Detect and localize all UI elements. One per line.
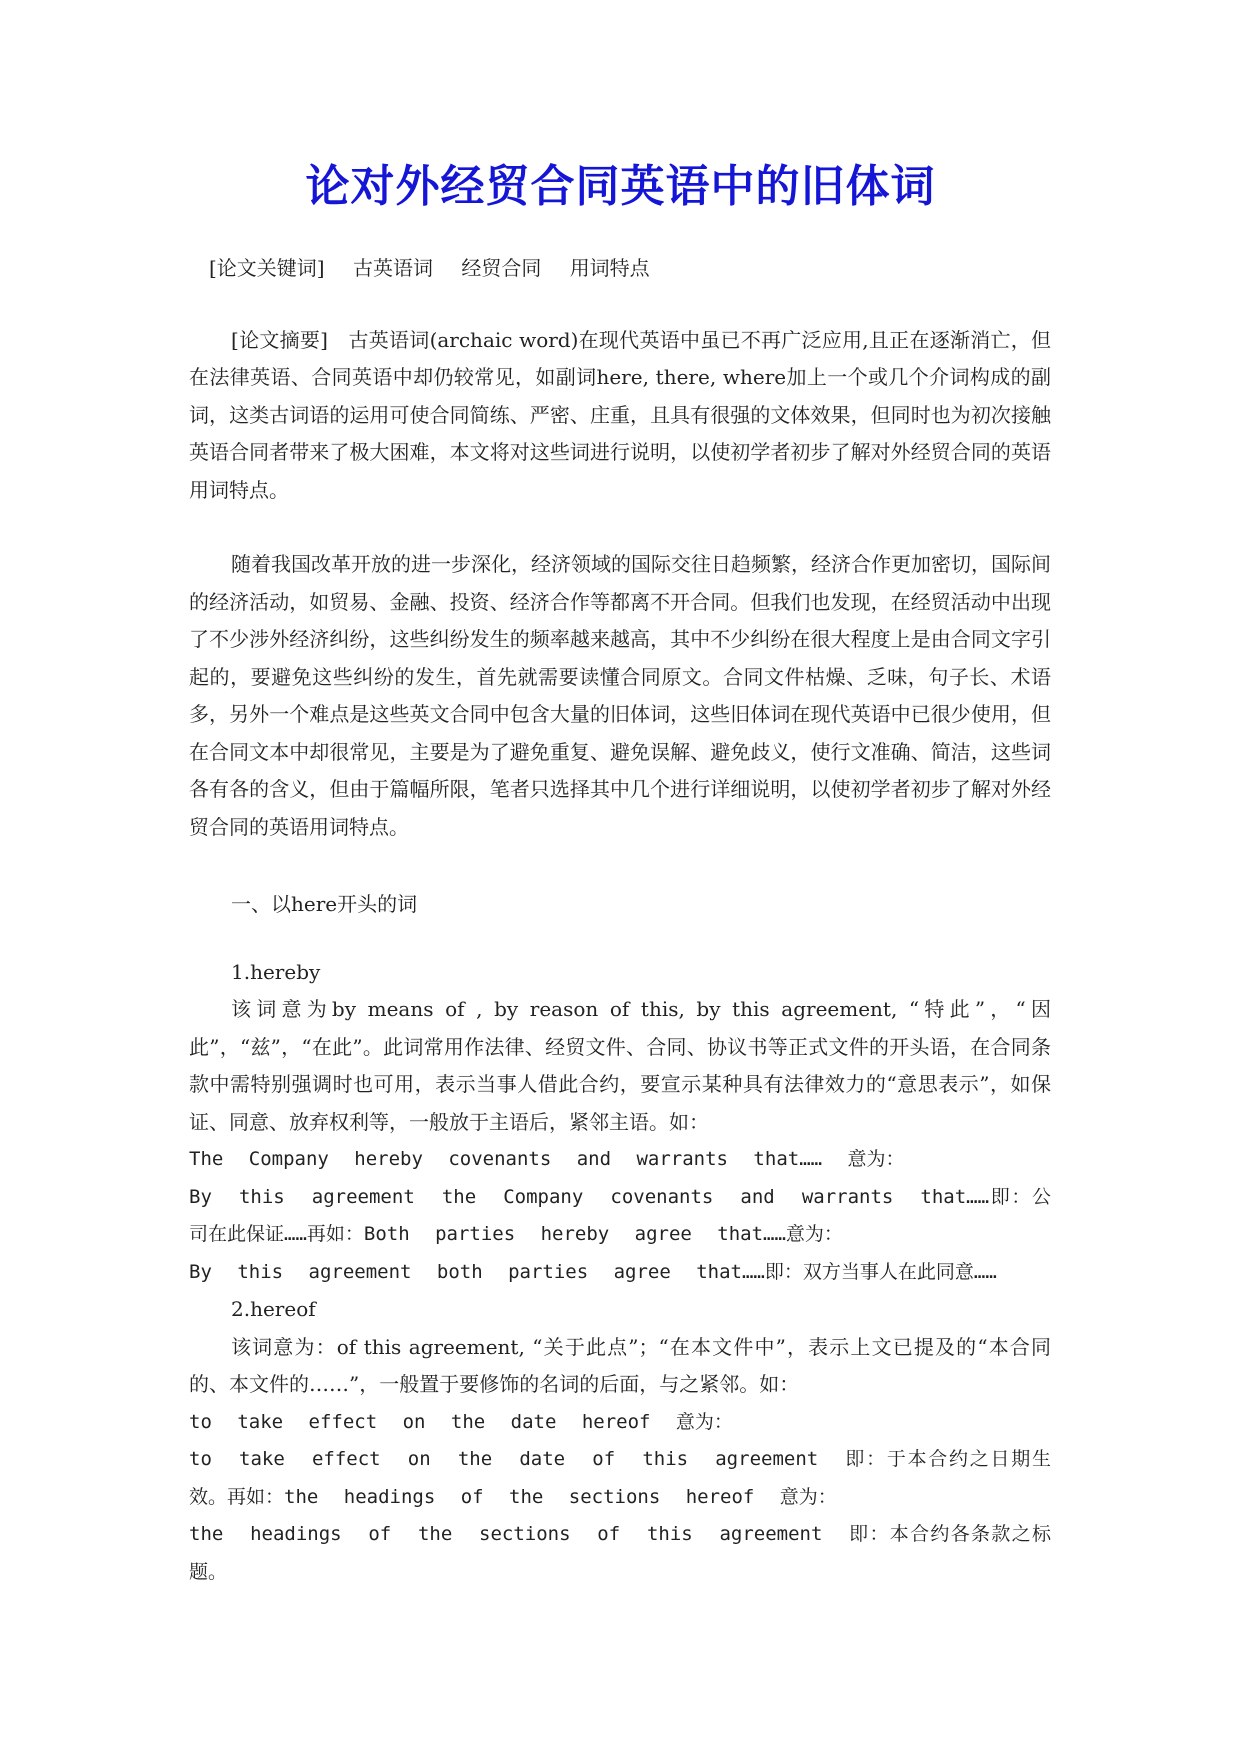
keyword-item: 古英语词 [352, 256, 433, 280]
keywords-label: [论文关键词] [209, 256, 325, 280]
hereof-example: to take effect on the date of this agreement 即：于本合约之日期生效。再如：the headings of the sections hereof 意为： [189, 1448, 1051, 1508]
section-heading: 一、以here开头的词 [231, 892, 418, 916]
subsection-heading-hereof: 2.hereof [231, 1297, 316, 1321]
hereby-description: 该词意为by means of , by reason of this, by this agreement, “特此”，“因此”，“兹”，“在此”。此词常用作法律、经贸文件、合同、协议书等正式文件的开头语，在合同条款中需特别强调时也可用，表示当事人借此合约，要宣示某种具有法律效力的“意思表示”，如保证、同意、放弃权利等，一般放于主语后，紧邻主语。如： [189, 997, 1051, 1134]
hereby-example: By this agreement the Company covenants and warrants that……即：公司在此保证……再如：Both parties hereby agree that……意为： [189, 1185, 1051, 1245]
keyword-item: 经贸合同 [461, 256, 542, 280]
abstract-paragraph [189, 322, 1051, 510]
document-body [189, 250, 1051, 1591]
abstract-label: [论文摘要] [231, 327, 328, 352]
keywords-line [189, 250, 1051, 288]
hereof-description: 该词意为：of this agreement, “关于此点”；“在本文件中”，表示上文已提及的“本合同的、本文件的……”，一般置于要修饰的名词的后面，与之紧邻。如： [189, 1334, 1051, 1396]
hereof-example: the headings of the sections of this agreement 即：本合约各条款之标题。 [189, 1523, 1051, 1583]
keyword-item: 用词特点 [569, 256, 650, 280]
intro-paragraph: 随着我国改革开放的进一步深化，经济领域的国际交往日趋频繁，经济合作更加密切，国际间的经济活动，如贸易、金融、投资、经济合作等都离不开合同。但我们也发现，在经贸活动中出现了不少涉外经济纠纷，这些纠纷发生的频率越来越高，其中不少纠纷在很大程度上是由合同文字引起的，要避免这些纠纷的发生，首先就需要读懂合同原文。合同文件枯燥、乏味，句子长、术语多，另外一个难点是这些英文合同中包含大量的旧体词，这些旧体词在现代英语中已很少使用，但在合同文本中却很常见，主要是为了避免重复、避免误解、避免歧义，使行文准确、简洁，这些词各有各的含义，但由于篇幅所限，笔者只选择其中几个进行详细说明，以使初学者初步了解对外经贸合同的英语用词特点。 [189, 552, 1051, 839]
abstract-text: 古英语词(archaic word)在现代英语中虽已不再广泛应用,且正在逐渐消亡，但在法律英语、合同英语中却仍较常见，如副词here, there, where加上一个或几个介词构成的副词，这类古词语的运用可使合同简练、严密、庄重，且具有很强的文体效果，但同时也为初次接触英语合同者带来了极大困难，本文将对这些词进行说明，以使初学者初步了解对外经贸合同的英语用词特点。 [189, 327, 1051, 502]
hereby-example: The Company hereby covenants and warrants that…… 意为： [189, 1148, 905, 1170]
subsection-heading-hereby: 1.hereby [231, 959, 321, 984]
page-title: 论对外经贸合同英语中的旧体词 [305, 161, 936, 212]
hereof-example: to take effect on the date hereof 意为： [189, 1410, 733, 1433]
hereby-example: By this agreement both parties agree that……即：双方当事人在此同意…… [189, 1260, 997, 1283]
